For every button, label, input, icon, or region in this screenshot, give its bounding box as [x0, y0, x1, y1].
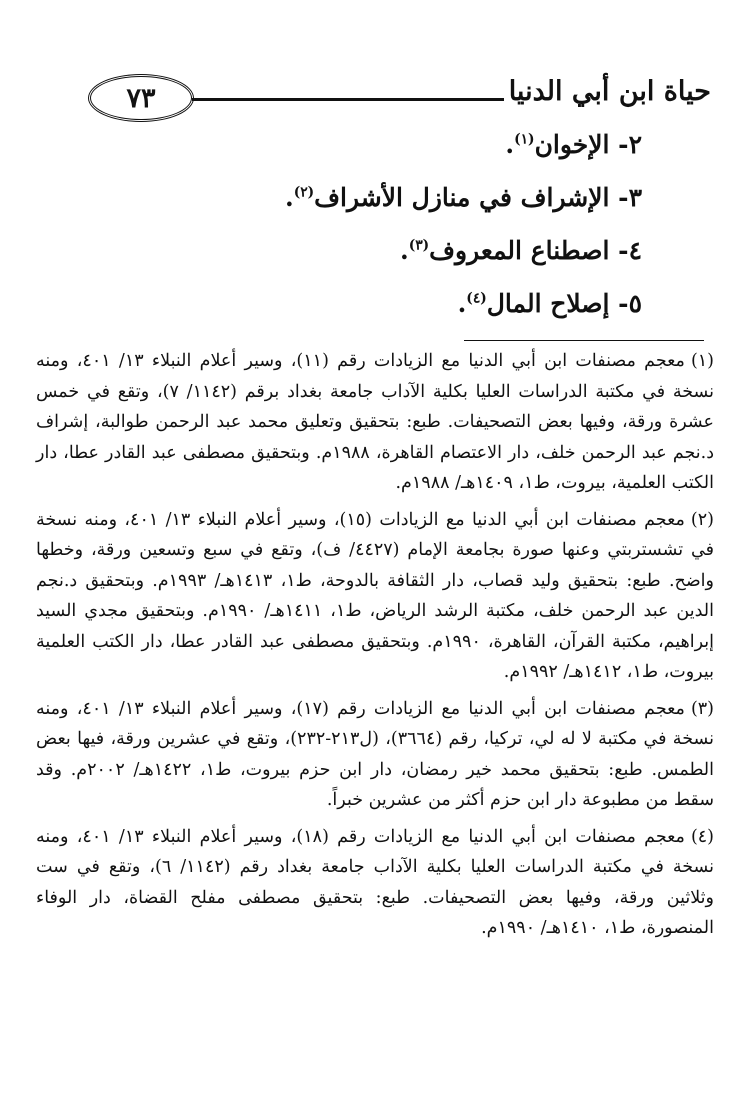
- item-period: .: [399, 236, 409, 265]
- footnote-ref[interactable]: (٢): [293, 184, 315, 201]
- list-item: [222, 118, 642, 171]
- running-title: حياة ابن أبي الدنيا: [508, 76, 711, 107]
- item-title: إصلاح المال: [486, 289, 610, 318]
- footnote-ref[interactable]: (٤): [466, 290, 487, 307]
- item-number: ٣-: [618, 183, 642, 212]
- list-item: [222, 171, 642, 224]
- footnote-number: (٤): [690, 826, 714, 847]
- item-number: ٥-: [618, 289, 642, 318]
- footnote: [36, 822, 714, 944]
- item-title: الإشراف في منازل الأشراف: [314, 183, 610, 212]
- item-title: اصطناع المعروف: [429, 236, 610, 265]
- footnotes: [36, 346, 714, 950]
- header-rule: [192, 98, 504, 101]
- item-period: .: [285, 183, 294, 212]
- footnote-separator: [464, 340, 704, 341]
- list-item: [222, 277, 642, 330]
- footnote-number: (٢): [690, 509, 714, 530]
- page-number-oval: [88, 74, 194, 122]
- footnote-number: (٣): [690, 698, 714, 719]
- footnote-ref[interactable]: (٣): [408, 237, 430, 254]
- footnote: [36, 694, 714, 816]
- footnote-text: معجم مصنفات ابن أبي الدنيا مع الزيادات رقم (١٧)، وسير أعلام النبلاء ١٣/ ٤٠١، ومنه نسخة في مكتبة لا له لي، تركيا، رقم (٣٦٦٤)، (ل٢١٣-٢٣٢)، وتقع في عشرين ورقة، فيها بعض الطمس. طبع: بتحقيق محمد خير رمضان، دار ابن حزم بيروت، ط١، ١٤٢٢هـ/ ٢٠٠٢م. وقد سقط من مطبوعة دار ابن حزم أكثر من عشرين خبراً.: [36, 698, 714, 810]
- page-number: ٧٣: [126, 82, 156, 114]
- footnote-number: (١): [690, 351, 714, 371]
- footnote-ref[interactable]: (١): [514, 131, 535, 148]
- item-number: ٢-: [618, 130, 642, 159]
- item-period: .: [505, 130, 515, 159]
- footnote: [36, 346, 714, 499]
- item-title: الإخوان: [534, 130, 610, 159]
- list-item: [222, 224, 642, 277]
- footnote-text: معجم مصنفات ابن أبي الدنيا مع الزيادات (١٥)، وسير أعلام النبلاء ١٣/ ٤٠١، ومنه نسخة في تشستربتي وعنها صورة بجامعة الإمام (٤٤٢٧/ ف)، وتقع في سبع وتسعين ورقة، وخطها واضح. طبع: بتحقيق وليد قصاب، دار الثقافة بالدوحة، ط١، ١٤١٣هـ/ ١٩٩٣م. وبتحقيق د.نجم الدين عبد الرحمن خلف، مكتبة الرشد الرياض، ط١، ١٤١١هـ/ ١٩٩٠م. وبتحقيق مجدي السيد إبراهيم، مكتبة القرآن، القاهرة، ١٩٩٠م. وبتحقيق مصطفى عبد القادر عطا، دار الكتب العلمية بيروت، ط١، ١٤١٢هـ/ ١٩٩٢م.: [36, 509, 714, 682]
- footnote-text: معجم مصنفات ابن أبي الدنيا مع الزيادات رقم (١٨)، وسير أعلام النبلاء ١٣/ ٤٠١، ومنه نسخة في مكتبة الدراسات العليا بكلية الآداب جامعة بغداد رقم (١١٤٢/ ٦)، وتقع في ست وثلاثين ورقة، وفيها بعض التصحيفات. طبع: بتحقيق مصطفى مفلح القضاة، دار الوفاء المنصورة، ط١، ١٤١٠هـ/ ١٩٩٠م.: [36, 826, 715, 938]
- works-list: [222, 118, 642, 330]
- footnote: [36, 505, 714, 688]
- item-number: ٤-: [618, 236, 642, 265]
- item-period: .: [457, 289, 467, 318]
- footnote-text: معجم مصنفات ابن أبي الدنيا مع الزيادات رقم (١١)، وسير أعلام النبلاء ١٣/ ٤٠١، ومنه نسخة في مكتبة الدراسات العليا بكلية الآداب جامعة بغداد برقم (١١٤٢/ ٧)، وتقع في خمس عشرة ورقة، وفيها بعض التصحيفات. طبع: بتحقيق وتعليق محمد عبد الرحمن طوالبة، إشراف د.نجم عبد الرحمن خلف، دار الاعتصام القاهرة، ١٩٨٨م. وبتحقيق مصطفى عبد القادر عطا، دار الكتب العلمية، بيروت، ط١، ١٤٠٩هـ/ ١٩٨٨م.: [36, 351, 714, 493]
